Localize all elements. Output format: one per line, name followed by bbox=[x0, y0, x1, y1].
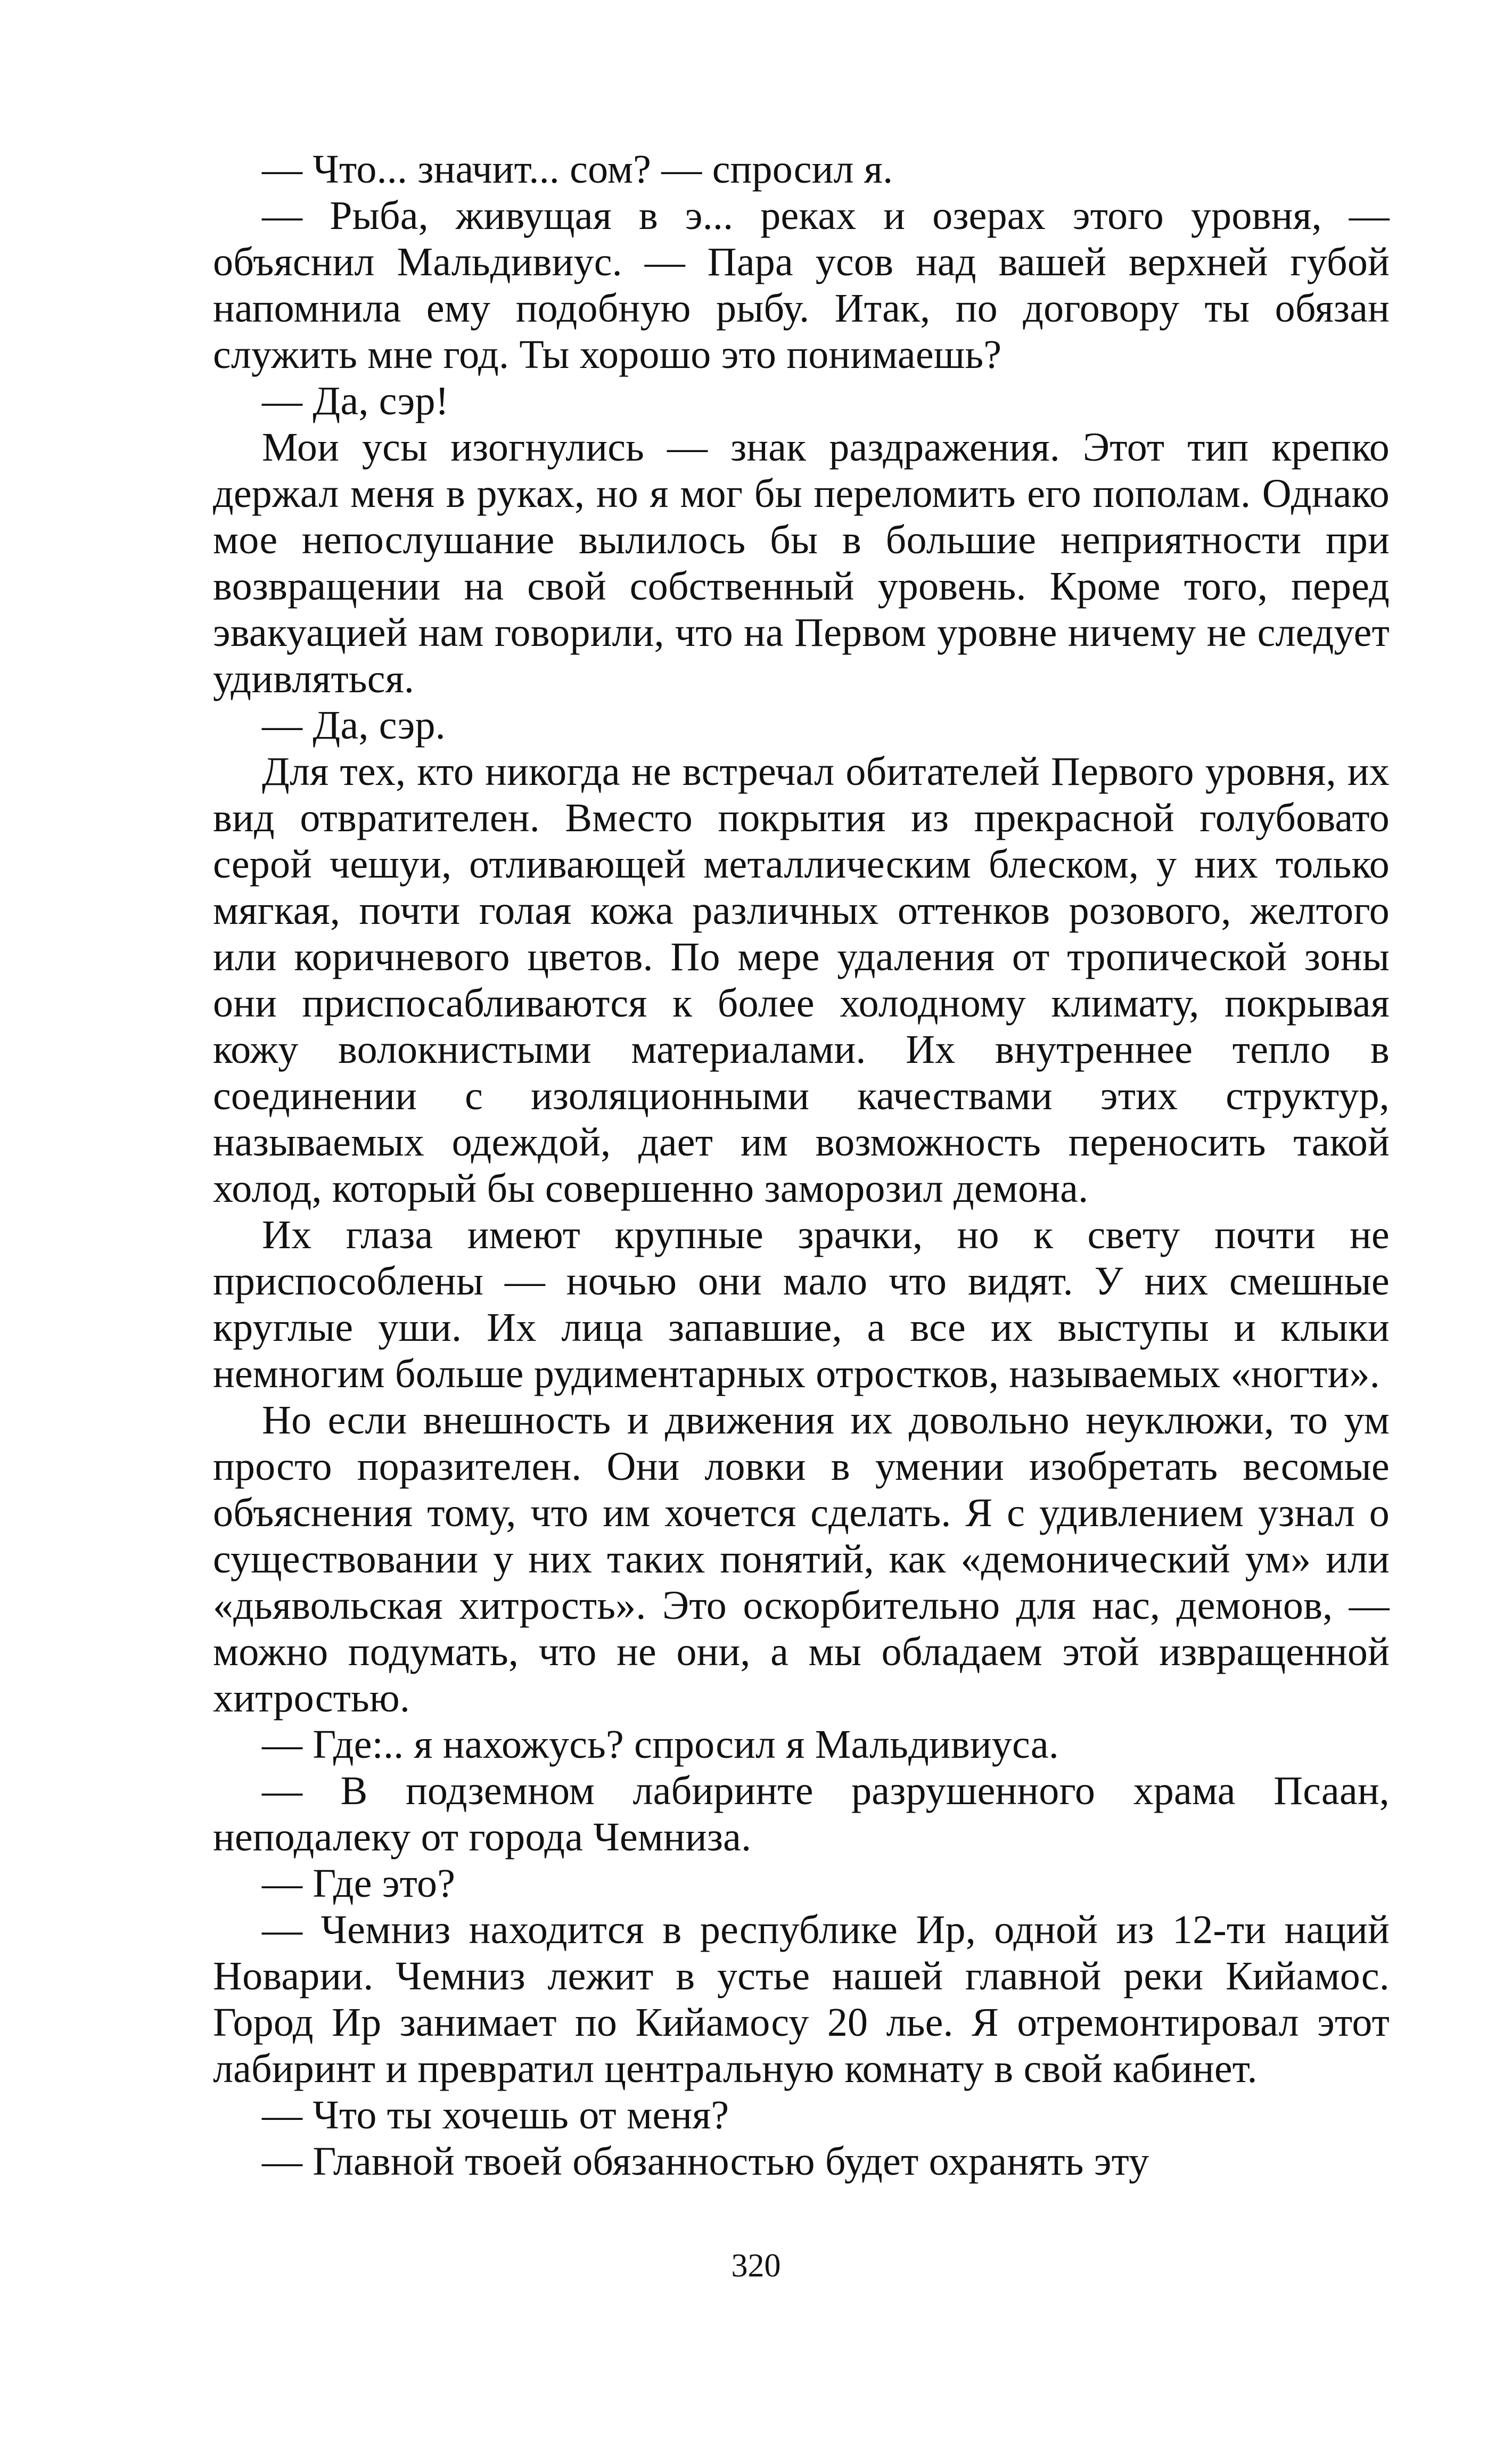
paragraph-11: — Где это? bbox=[262, 1861, 456, 1906]
paragraph-6: Для тех, кто никогда не встречал обитателей Первого уровня, их вид отвратителен. Вместо покрытия из прекрасной голубовато серой чешуи, отливающей металлическим блеском, у них только мягкая, почти голая кожа различных оттенков розового, желтого или коричневого цветов. По мере удаления от тропической зоны они приспосабливаются к более холодному климату, покрывая кожу волокнистыми материалами. Их внутреннее тепло в соединении с изоляционными качествами этих структур, называемых одеждой, дает им возможность переносить такой холод, который бы совершенно заморозил демона. bbox=[213, 749, 1390, 1211]
paragraph-10: — В подземном лабиринте разрушенного храма Псаан, неподалеку от города Чемниза. bbox=[213, 1768, 1390, 1860]
paragraph-13: — Что ты хочешь от меня? bbox=[262, 2093, 729, 2137]
paragraph-8: Но если внешность и движения их довольно неуклюжи, то ум просто поразителен. Они ловки в умении изобретать весомые объяснения тому, что им хочется сделать. Я с удивлением узнал о существовании у них таких понятий, как «демонический ум» или «дьявольская хитрость». Это оскорбительно для нас, демонов, — можно подумать, что не они, а мы обладаем этой извращенной хитростью. bbox=[213, 1398, 1390, 1721]
paragraph-12: — Чемниз находится в республике Ир, одной из 12-ти наций Новарии. Чемниз лежит в устье нашей главной реки Кийамос. Город Ир занимает по Кийамосу 20 лье. Я отремонтировал этот лабиринт и превратил центральную комнату в свой кабинет. bbox=[213, 1907, 1390, 2091]
page-number: 320 bbox=[731, 2248, 781, 2284]
paragraph-9: — Где:.. я нахожусь? спросил я Мальдивиуса. bbox=[262, 1722, 1059, 1767]
paragraph-7: Их глаза имеют крупные зрачки, но к свету почти не приспособлены — ночью они мало что видят. У них смешные круглые уши. Их лица запавшие, а все их выступы и клыки немногим больше рудиментарных отростков, называемых «ногти». bbox=[213, 1213, 1390, 1396]
paragraph-4: Мои усы изогнулись — знак раздражения. Этот тип крепко держал меня в руках, но я мог бы переломить его пополам. Однако мое непослушание вылилось бы в большие неприятности при возвращении на свой собственный уровень. Кроме того, перед эвакуацией нам говорили, что на Первом уровне ничему не следует удивляться. bbox=[213, 425, 1390, 701]
page-body bbox=[213, 146, 1390, 2185]
paragraph-3: — Да, сэр! bbox=[262, 379, 449, 423]
paragraph-2: — Рыба, живущая в э... реках и озерах этого уровня, — объяснил Мальдивиус. — Пара усов над вашей верхней губой напомнила ему подобную рыбу. Итак, по договору ты обязан служить мне год. Ты хорошо это понимаешь? bbox=[213, 193, 1390, 377]
paragraph-5: — Да, сэр. bbox=[262, 703, 446, 748]
paragraph-14: — Главной твоей обязанностью будет охранять эту bbox=[262, 2139, 1149, 2184]
paragraph-1: — Что... значит... сом? — спросил я. bbox=[262, 147, 893, 192]
